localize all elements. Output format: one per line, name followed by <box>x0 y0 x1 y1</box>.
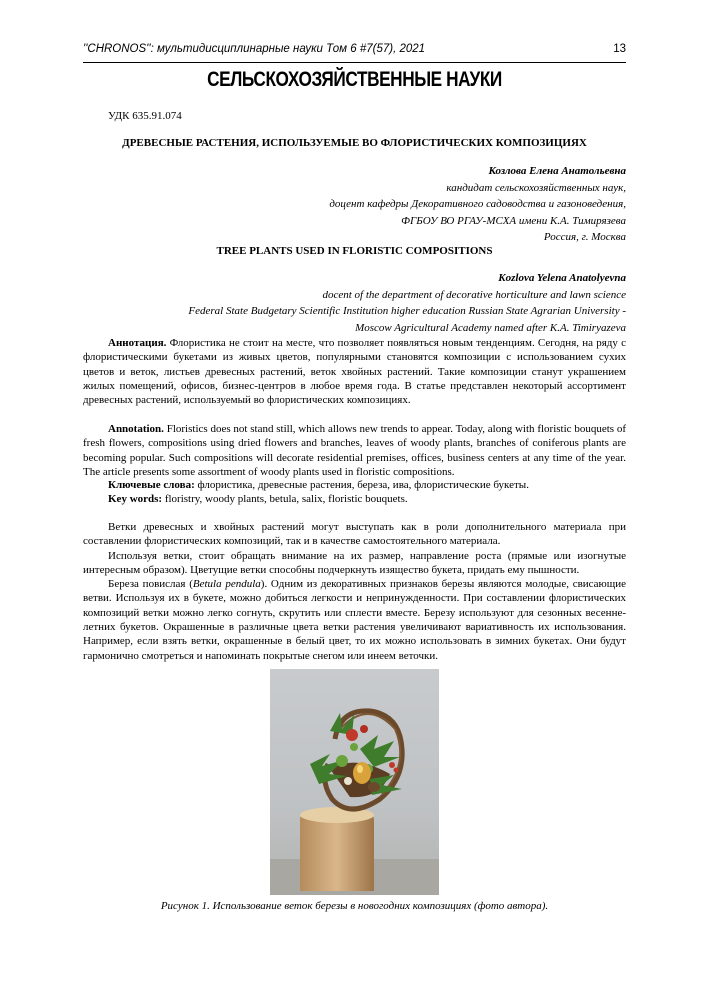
keywords-text-ru: флористика, древесные растения, береза, ива, флористические букеты. <box>194 479 529 491</box>
body-paragraph-2: Используя ветки, стоит обращать внимание на их размер, направление роста (прямые или изогнутые интересным образом). Цветущие ветки способны подчеркнуть изящество букета, придать ему пышности. <box>83 549 626 576</box>
author-degree-ru: кандидат сельскохозяйственных наук, <box>446 181 626 194</box>
author-position-ru: доцент кафедры Декоративного садоводства и газоноведения, <box>329 198 626 210</box>
article-title-ru: ДРЕВЕСНЫЕ РАСТЕНИЯ, ИСПОЛЬЗУЕМЫЕ ВО ФЛОРИСТИЧЕСКИХ КОМПОЗИЦИЯХ <box>122 137 587 149</box>
body-paragraph-3: Береза повислая (Betula pendula). Одним из декоративных признаков березы являются молодые, свисающие ветви. Используя их в букете, можно добиться легкости и непринужденности. При составлении флористических композиций ветки можно легко согнуть, скрутить или сплести вместе. Березу используют для сезонных весенне-летних букетов. Окрашенные в различные цвета ветки растения увеличивают вариативность их использования. Например, если взять ветки, окрашенные в белый цвет, то их можно использовать в зимних букетах. Они будут гармонично смотреться и напоминать покрытые снегом или инеем веточки. <box>83 578 627 662</box>
udk-code: УДК 635.91.074 <box>108 110 182 122</box>
running-header <box>83 40 626 63</box>
author-block-ru <box>106 163 626 246</box>
keywords-label-ru: Ключевые слова: <box>108 479 195 491</box>
author-institution-en-2: Moscow Agricultural Academy named after K.A. Timiryazeva <box>355 321 626 334</box>
journal-title: ''CHRONOS'': мультидисциплинарные науки Том 6 #7(57), 2021 <box>83 43 426 55</box>
author-institution-ru: ФГБОУ ВО РГАУ-МСХА имени К.А. Тимирязева <box>401 214 626 227</box>
author-block-en <box>106 270 626 336</box>
keywords-label-en: Key words: <box>108 493 163 505</box>
species-name: Betula pendula <box>192 578 261 591</box>
body-paragraph-1: Ветки древесных и хвойных растений могут выступать как в роли дополнительного материала при составлении флористических композиций, так и в качестве самостоятельного материала. <box>83 521 626 548</box>
author-name-en: Kozlova Yelena Anatolyevna <box>498 272 626 284</box>
photo-illustration <box>270 669 439 895</box>
abstract-label-ru: Аннотация. <box>108 337 167 349</box>
abstract-text-en: Floristics does not stand still, which allows new trends to appear. Today, along with floristic bouquets of fresh flowers, compositions using dried flowers and branches, leaves of woody plants, branches of coniferous plants are becoming popular. Such compositions will decorate residential premises, offices, business centers at any time of the year. The article presents some assortment of woody plants used in floristic compositions. <box>83 423 626 478</box>
author-institution-en-1: Federal State Budgetary Scientific Institution higher education Russian State Agrarian University - <box>188 305 626 317</box>
abstract-text-ru: Флористика не стоит на месте, что позволяет появляться новым тенденциям. Сегодня, на ряду с флористическими букетами из живых цветов, популярными становятся композиции с использованием сухих цветов и веток, листьев древесных растений, веток хвойных растений. Такие композиции станут украшением жилых помещений, офисов, бизнес-центров в любое время года. В статье представлен некоторый ассортимент древесных растений, используемый во флористических композициях. <box>83 337 626 407</box>
abstract-ru <box>83 336 626 407</box>
figure-caption: Рисунок 1. Использование веток березы в новогодних композициях (фото автора). <box>160 900 549 912</box>
article-body <box>83 520 626 663</box>
section-title: СЕЛЬСКОХОЗЯЙСТВЕННЫЕ НАУКИ <box>207 68 502 91</box>
keywords-ru <box>108 478 626 492</box>
author-name-ru: Козлова Елена Анатольевна <box>488 165 626 177</box>
abstract-en <box>83 422 626 479</box>
keywords-en <box>108 492 626 506</box>
figure-photo-birch-composition <box>270 669 439 895</box>
author-location-ru: Россия, г. Москва <box>543 231 626 243</box>
keywords-text-en: floristry, woody plants, betula, salix, floristic bouquets. <box>162 493 408 505</box>
article-title-en: TREE PLANTS USED IN FLORISTIC COMPOSITIONS <box>216 245 493 257</box>
abstract-label-en: Annotation. <box>108 423 164 435</box>
author-position-en: docent of the department of decorative horticulture and lawn science <box>322 288 626 301</box>
page-number: 13 <box>613 43 626 55</box>
